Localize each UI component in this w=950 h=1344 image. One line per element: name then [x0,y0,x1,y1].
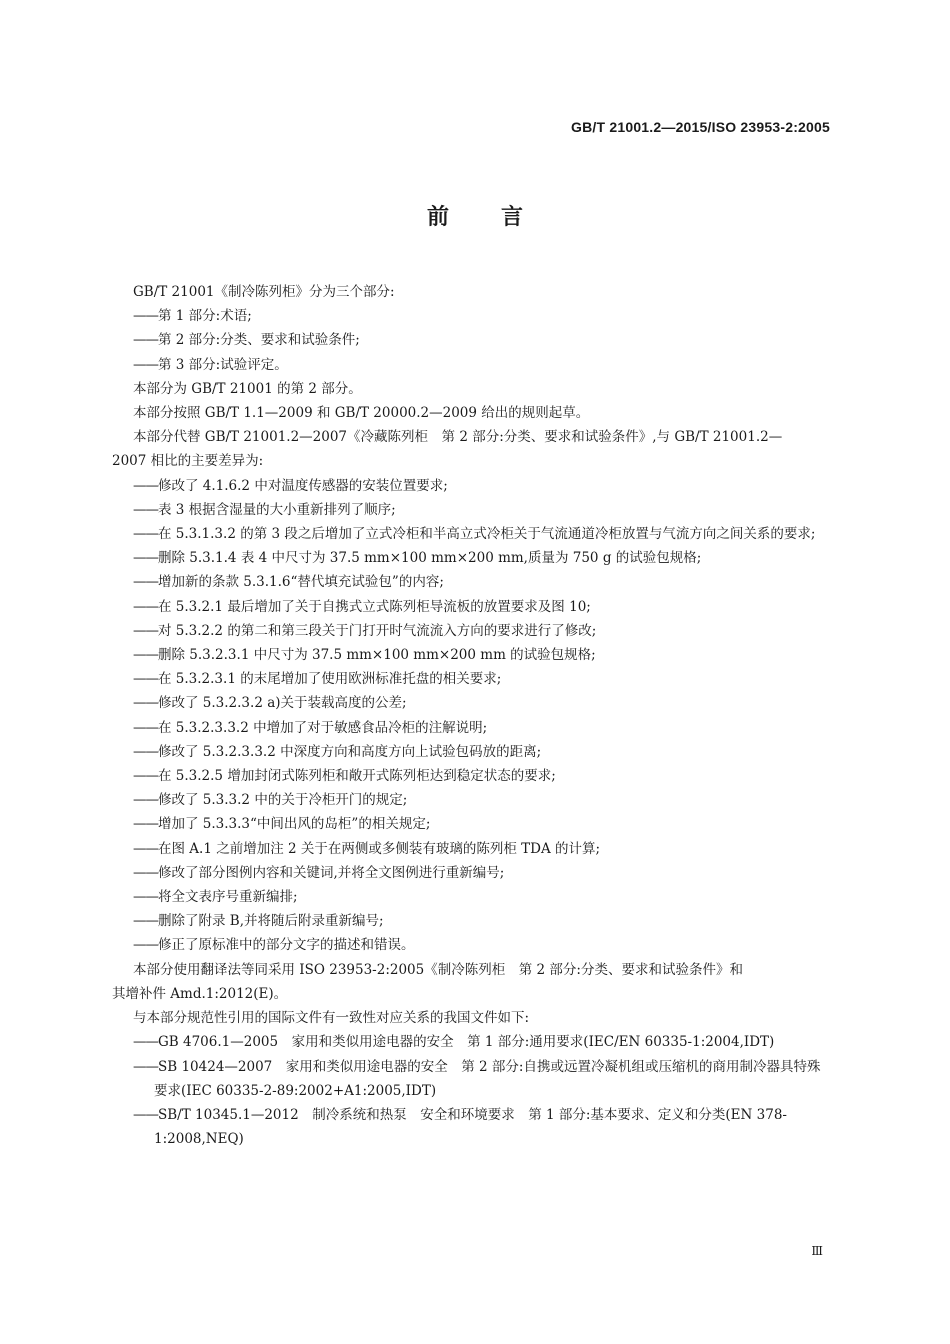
list-item: —— 修改了 4.1.6.2 中对温度传感器的安装位置要求; [112,474,830,498]
list-item: —— 在 5.3.2.3.3.2 中增加了对于敏感食品冷柜的注解说明; [112,716,830,740]
list-item: —— 删除 5.3.1.4 表 4 中尺寸为 37.5 mm×100 mm×200 mm,质量为 750 g 的试验包规格; [112,546,830,570]
list-item: —— 修改了 5.3.2.3.2 a)关于装载高度的公差; [112,691,830,715]
drafting-rules-paragraph: 本部分按照 GB/T 1.1—2009 和 GB/T 20000.2—2009 给出的规则起草。 [133,405,590,422]
list-item: —— 修改了 5.3.2.3.3.2 中深度方向和高度方向上试验包码放的距离; [112,740,830,764]
list-item: —— SB/T 10345.1—2012 制冷系统和热泵 安全和环境要求 第 1 部分:基本要求、定义和分类(EN 378-1:2008,NEQ) [112,1103,830,1151]
list-item: —— 修正了原标准中的部分文字的描述和错误。 [112,933,830,957]
list-item: —— 在 5.3.2.1 最后增加了关于自携式立式陈列柜导流板的放置要求及图 10; [112,595,830,619]
list-item: —— 将全文表序号重新编排; [112,885,830,909]
list-item: —— 第 2 部分:分类、要求和试验条件; [112,328,830,352]
list-item: —— 在 5.3.1.3.2 的第 3 段之后增加了立式冷柜和半高立式冷柜关于气流通道冷柜放置与气流方向之间关系的要求; [112,522,830,546]
list-item: —— 修改了 5.3.3.2 中的关于冷柜开门的规定; [112,788,830,812]
list-item: —— 对 5.3.2.2 的第二和第三段关于门打开时气流流入方向的要求进行了修改; [112,619,830,643]
translation-paragraph-line1: 本部分使用翻译法等同采用 ISO 23953-2:2005《制冷陈列柜 第 2 部分:分类、要求和试验条件》和 [133,961,743,978]
intro-paragraph: GB/T 21001《制冷陈列柜》分为三个部分: [133,284,395,300]
list-item: —— 第 3 部分:试验评定。 [112,353,830,377]
list-item: —— 删除了附录 B,并将随后附录重新编号; [112,909,830,933]
list-item: —— 修改了部分图例内容和关键词,并将全文图例进行重新编号; [112,861,830,885]
list-item: —— 删除 5.3.2.3.1 中尺寸为 37.5 mm×100 mm×200 mm 的试验包规格; [112,643,830,667]
list-item: —— GB 4706.1—2005 家用和类似用途电器的安全 第 1 部分:通用要求(IEC/EN 60335-1:2004,IDT) [112,1030,830,1054]
page-number: Ⅲ [811,1244,823,1258]
list-item: —— 第 1 部分:术语; [112,304,830,328]
standard-code: GB/T 21001.2—2015/ISO 23953-2:2005 [571,119,830,135]
replaces-paragraph-line2: 2007 相比的主要差异为: [112,453,264,470]
this-part-paragraph: 本部分为 GB/T 21001 的第 2 部分。 [133,380,362,397]
list-item: —— 在 5.3.2.5 增加封闭式陈列柜和敞开式陈列柜达到稳定状态的要求; [112,764,830,788]
list-item: —— 增加新的条款 5.3.1.6“替代填充试验包”的内容; [112,570,830,594]
list-item: —— SB 10424—2007 家用和类似用途电器的安全 第 2 部分:自携或远置冷凝机组或压缩机的商用制冷器具特殊要求(IEC 60335-2-89:2002+A1:2005,IDT) [112,1055,830,1103]
translation-paragraph-line2: 其增补件 Amd.1:2012(E)。 [112,985,288,1002]
references-intro: 与本部分规范性引用的国际文件有一致性对应关系的我国文件如下: [133,1010,530,1027]
replaces-paragraph-line1: 本部分代替 GB/T 21001.2—2007《冷藏陈列柜 第 2 部分:分类、要求和试验条件》,与 GB/T 21001.2— [133,429,783,446]
page-title: 前言 [426,205,575,230]
foreword-content [112,280,830,1151]
list-item: —— 表 3 根据含湿量的大小重新排列了顺序; [112,498,830,522]
list-item: —— 在 5.3.2.3.1 的末尾增加了使用欧洲标准托盘的相关要求; [112,667,830,691]
list-item: —— 在图 A.1 之前增加注 2 关于在两侧或多侧装有玻璃的陈列柜 TDA 的计算; [112,837,830,861]
list-item: —— 增加了 5.3.3.3“中间出风的岛柜”的相关规定; [112,812,830,836]
